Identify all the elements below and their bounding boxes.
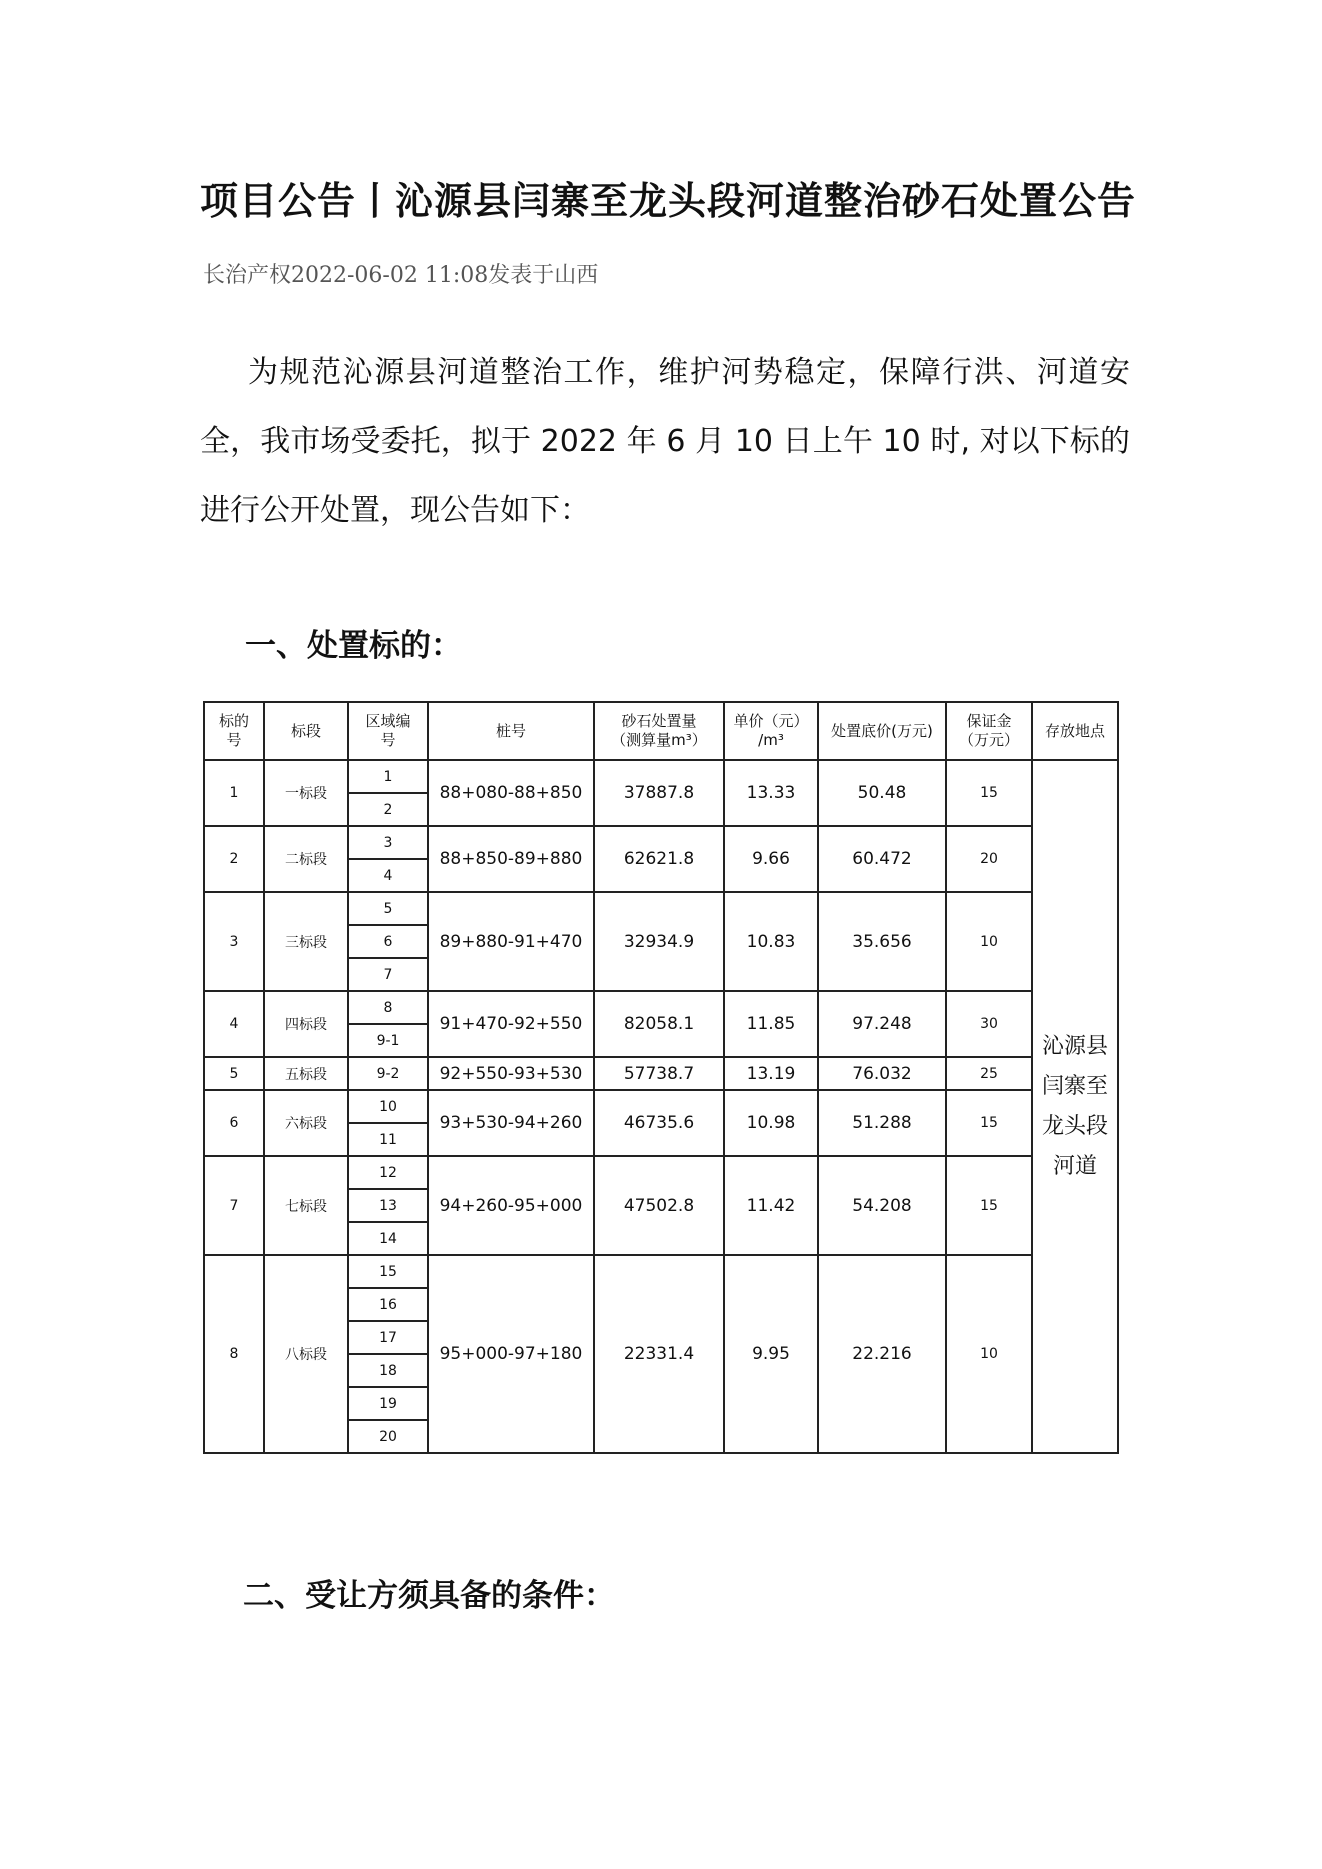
header-text: 砂石处置量 (621, 712, 697, 730)
cell-volume: 57738.7 (594, 1057, 724, 1090)
cell-area-code: 1 (348, 760, 428, 793)
cell-area-code: 16 (348, 1288, 428, 1321)
cell-area-code: 19 (348, 1387, 428, 1420)
cell-price: 11.85 (724, 991, 818, 1057)
cell-area-code: 12 (348, 1156, 428, 1189)
cell-volume: 62621.8 (594, 826, 724, 892)
cell-deposit: 15 (946, 1156, 1032, 1255)
cell-deposit: 25 (946, 1057, 1032, 1090)
cell-reserve: 54.208 (818, 1156, 946, 1255)
cell-deposit: 20 (946, 826, 1032, 892)
cell-area-code: 4 (348, 859, 428, 892)
table-row (204, 892, 1118, 925)
cell-price: 9.95 (724, 1255, 818, 1453)
section-heading-conditions: 二、受让方须具备的条件： (243, 1578, 615, 1614)
cell-lot-number: 8 (204, 1255, 264, 1453)
header-text: 区域编 (365, 712, 411, 730)
table-header-cell (428, 702, 594, 760)
table-row (204, 991, 1118, 1024)
cell-section: 七标段 (264, 1156, 348, 1255)
publish-meta: 长治产权2022-06-02 11:08发表于山西 (203, 263, 599, 288)
cell-volume: 82058.1 (594, 991, 724, 1057)
header-text: 单价（元） (733, 712, 809, 730)
cell-lot-number: 4 (204, 991, 264, 1057)
cell-volume: 37887.8 (594, 760, 724, 826)
cell-area-code: 2 (348, 793, 428, 826)
cell-section: 八标段 (264, 1255, 348, 1453)
cell-lot-number: 6 (204, 1090, 264, 1156)
cell-reserve: 35.656 (818, 892, 946, 991)
cell-location: 沁源县闫寨至龙头段河道 (1032, 760, 1118, 1453)
table-row (204, 760, 1118, 793)
cell-price: 9.66 (724, 826, 818, 892)
cell-area-code: 17 (348, 1321, 428, 1354)
cell-stake: 95+000-97+180 (428, 1255, 594, 1453)
cell-deposit: 15 (946, 1090, 1032, 1156)
header-text: （测算量m³） (611, 731, 707, 749)
cell-section: 一标段 (264, 760, 348, 826)
cell-stake: 88+080-88+850 (428, 760, 594, 826)
table-header-cell (818, 702, 946, 760)
table-header-cell (594, 702, 724, 760)
header-text: /m³ (758, 731, 784, 749)
table-header-cell (264, 702, 348, 760)
cell-volume: 46735.6 (594, 1090, 724, 1156)
cell-section: 五标段 (264, 1057, 348, 1090)
table-header-cell (724, 702, 818, 760)
page-title: 项目公告丨沁源县闫寨至龙头段河道整治砂石处置公告 (200, 179, 1137, 223)
cell-price: 10.83 (724, 892, 818, 991)
table-row (204, 1057, 1118, 1090)
header-text: 号 (226, 731, 242, 749)
cell-reserve: 97.248 (818, 991, 946, 1057)
cell-price: 13.33 (724, 760, 818, 826)
cell-area-code: 3 (348, 826, 428, 859)
cell-reserve: 51.288 (818, 1090, 946, 1156)
cell-lot-number: 5 (204, 1057, 264, 1090)
cell-volume: 22331.4 (594, 1255, 724, 1453)
cell-area-code: 11 (348, 1123, 428, 1156)
header-text: 桩号 (495, 721, 526, 740)
cell-area-code: 18 (348, 1354, 428, 1387)
table-header-cell (204, 702, 264, 760)
cell-deposit: 10 (946, 892, 1032, 991)
header-text: 标段 (290, 721, 321, 740)
cell-price: 11.42 (724, 1156, 818, 1255)
table-row (204, 1090, 1118, 1123)
cell-area-code: 10 (348, 1090, 428, 1123)
header-text: 标的 (218, 712, 249, 730)
cell-volume: 47502.8 (594, 1156, 724, 1255)
table-header-cell (946, 702, 1032, 760)
cell-area-code: 20 (348, 1420, 428, 1453)
cell-reserve: 22.216 (818, 1255, 946, 1453)
table-header-cell (1032, 702, 1118, 760)
cell-area-code: 9-1 (348, 1024, 428, 1057)
cell-section: 二标段 (264, 826, 348, 892)
cell-area-code: 7 (348, 958, 428, 991)
cell-lot-number: 3 (204, 892, 264, 991)
header-text: 处置底价(万元) (831, 721, 933, 740)
header-text: 号 (380, 731, 396, 749)
table-row (204, 1255, 1118, 1288)
cell-stake: 92+550-93+530 (428, 1057, 594, 1090)
table-header-cell (348, 702, 428, 760)
cell-deposit: 30 (946, 991, 1032, 1057)
header-text: （万元） (958, 731, 1019, 749)
intro-paragraph: 为规范沁源县河道整治工作，维护河势稳定，保障行洪、河道安全，我市场受委托，拟于 2022 年 6 月 10 日上午 10 时, 对以下标的进行公开处置，现公告如下： (200, 355, 1130, 528)
cell-area-code: 8 (348, 991, 428, 1024)
table-header-row (204, 702, 1118, 760)
cell-stake: 93+530-94+260 (428, 1090, 594, 1156)
cell-stake: 88+850-89+880 (428, 826, 594, 892)
lots-table (203, 701, 1119, 1454)
cell-area-code: 14 (348, 1222, 428, 1255)
cell-lot-number: 1 (204, 760, 264, 826)
cell-stake: 91+470-92+550 (428, 991, 594, 1057)
header-text: 存放地点 (1044, 721, 1105, 740)
cell-price: 10.98 (724, 1090, 818, 1156)
section-heading-lots: 一、处置标的： (245, 628, 462, 664)
cell-section: 六标段 (264, 1090, 348, 1156)
table-row (204, 1156, 1118, 1189)
cell-reserve: 76.032 (818, 1057, 946, 1090)
cell-section: 四标段 (264, 991, 348, 1057)
cell-area-code: 13 (348, 1189, 428, 1222)
cell-lot-number: 2 (204, 826, 264, 892)
cell-price: 13.19 (724, 1057, 818, 1090)
cell-area-code: 9-2 (348, 1057, 428, 1090)
cell-deposit: 15 (946, 760, 1032, 826)
table-row (204, 826, 1118, 859)
cell-section: 三标段 (264, 892, 348, 991)
cell-volume: 32934.9 (594, 892, 724, 991)
cell-lot-number: 7 (204, 1156, 264, 1255)
cell-stake: 94+260-95+000 (428, 1156, 594, 1255)
header-text: 保证金 (966, 712, 1012, 730)
cell-area-code: 5 (348, 892, 428, 925)
cell-area-code: 6 (348, 925, 428, 958)
cell-area-code: 15 (348, 1255, 428, 1288)
cell-reserve: 60.472 (818, 826, 946, 892)
cell-stake: 89+880-91+470 (428, 892, 594, 991)
cell-deposit: 10 (946, 1255, 1032, 1453)
cell-reserve: 50.48 (818, 760, 946, 826)
